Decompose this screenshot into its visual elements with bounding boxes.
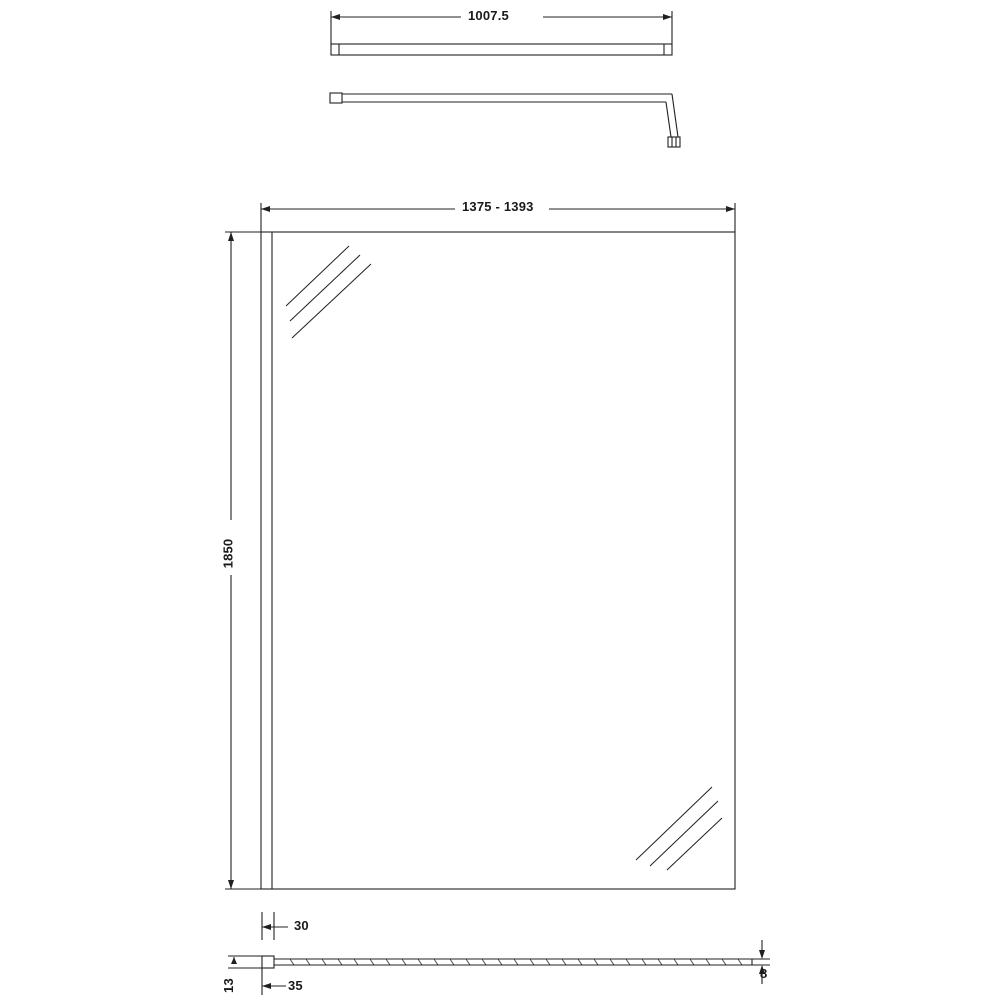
panel-outline [261,232,735,889]
dimension-label-panel-width: 1375 - 1393 [462,199,534,214]
dimension-label-panel-height: 1850 [220,538,236,569]
width-arrow-left [261,206,270,212]
profile-section [262,956,274,968]
glass-reflection-top-left [286,246,371,338]
glass-panel-front-view [225,203,735,889]
dimension-label-top-bar-length: 1007.5 [468,8,509,23]
dimension-label-profile-thickness: 13 [220,978,236,993]
dim30-arrow [262,924,271,930]
glass-reflection-bottom-right [636,787,722,870]
dim13-arrow-top [231,957,237,964]
width-arrow-right [726,206,735,212]
glass-clamp [668,137,680,147]
panel-plan-view [228,912,770,995]
dim8-arrow-top [759,950,765,959]
height-arrow-bottom [228,880,234,889]
dimension-label-profile-base: 35 [288,978,303,993]
support-bar-side-view [330,93,680,147]
arrow-head-right [663,14,672,20]
bar-outline [331,44,672,55]
glass-plan-texture [290,959,742,965]
arrow-head-left [331,14,340,20]
dimension-label-profile-width: 30 [294,918,309,933]
height-arrow-top [228,232,234,241]
dim35-arrow [262,983,271,989]
bar-diagonal-outer [672,94,678,137]
bar-diagonal-inner [666,102,671,137]
dimension-label-glass-thickness: 8 [760,966,768,981]
wall-bracket [330,93,342,103]
